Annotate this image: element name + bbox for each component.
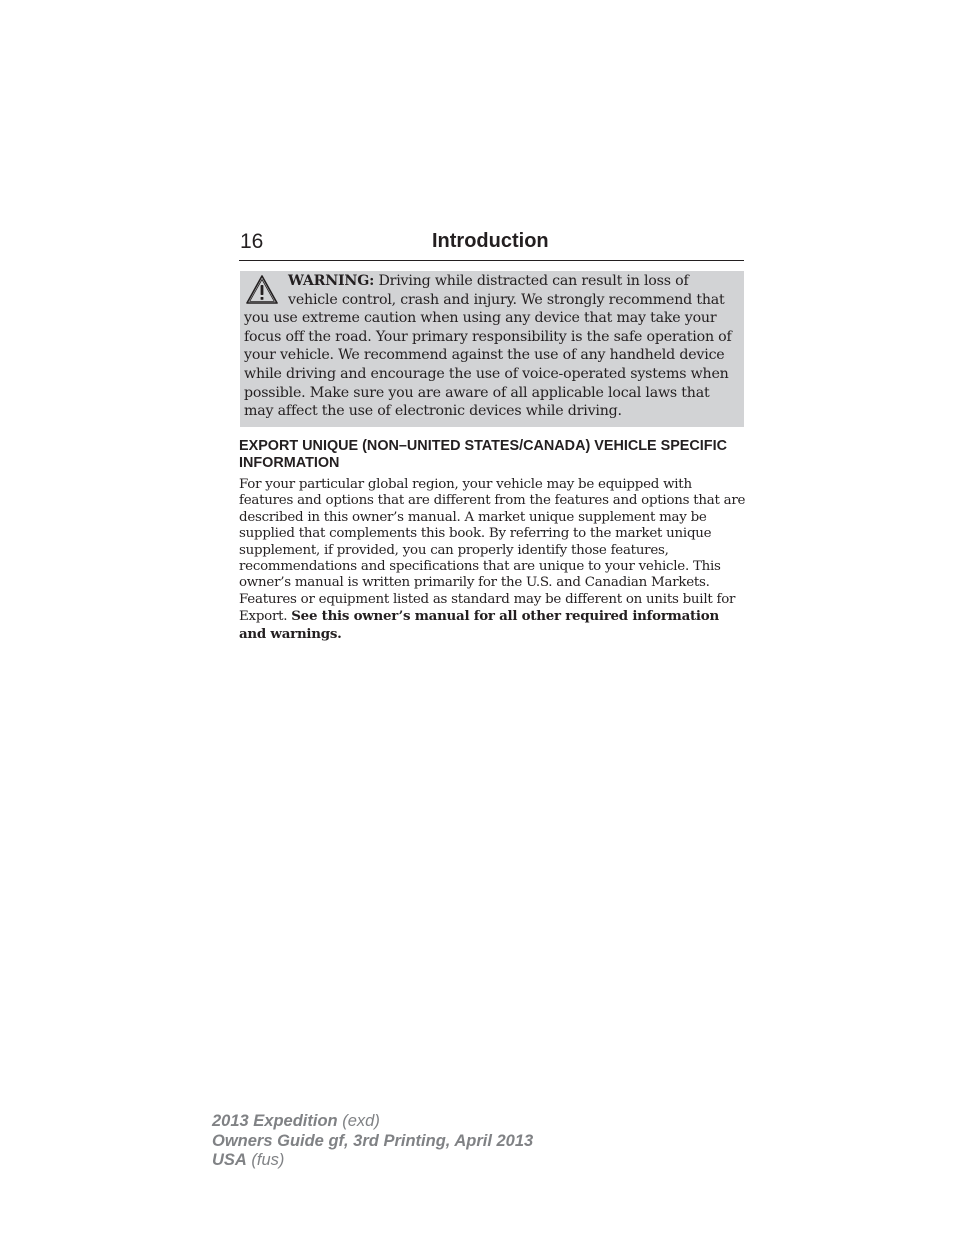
warning-text: Driving while distracted can result in loss of vehicle control, crash and injury. We strongly recommend that you use extreme caution when using any device that may take your focus off the road. Your primary responsibility is the safe operation of your vehicle. We recommend against the use of any handheld device while driving and encourage the use of voice-operated systems when possible. Make sure you are aware of all applicable local laws that may affect the use of electronic devices while driving. bbox=[244, 273, 732, 420]
page-header bbox=[239, 228, 744, 261]
section-body bbox=[239, 477, 747, 643]
footer-model: 2013 Expedition bbox=[212, 1112, 338, 1130]
footer-model-code: (exd) bbox=[337, 1112, 380, 1130]
section-body-bold: See this owner’s manual for all other required information and warnings. bbox=[239, 608, 719, 642]
warning-box bbox=[240, 271, 744, 427]
footer-line-3 bbox=[212, 1151, 533, 1171]
page-number: 16 bbox=[240, 230, 264, 253]
warning-triangle-icon bbox=[245, 273, 279, 307]
footer-market: USA bbox=[212, 1151, 247, 1169]
warning-label: WARNING: bbox=[288, 273, 375, 289]
section-title: Introduction bbox=[432, 230, 549, 252]
section-body-text: For your particular global region, your vehicle may be equipped with features and options that are different from the features and options that are described in this owner’s manual. A market unique supplement may be supplied that complements this book. By referring to the market unique supplement, if provided, you can properly identify those features, recommendations and specifications that are unique to your vehicle. This owner’s manual is written primarily for the U.S. and Canadian Markets. Features or equipment listed as standard may be different on units built for Export. bbox=[239, 477, 746, 625]
footer bbox=[212, 1112, 533, 1171]
section-heading: EXPORT UNIQUE (NON–UNITED STATES/CANADA) VEHICLE SPECIFIC INFORMATION bbox=[239, 438, 727, 471]
footer-line-2: Owners Guide gf, 3rd Printing, April 2013 bbox=[212, 1131, 534, 1150]
footer-market-code: (fus) bbox=[246, 1151, 285, 1169]
footer-line-1 bbox=[212, 1112, 533, 1132]
